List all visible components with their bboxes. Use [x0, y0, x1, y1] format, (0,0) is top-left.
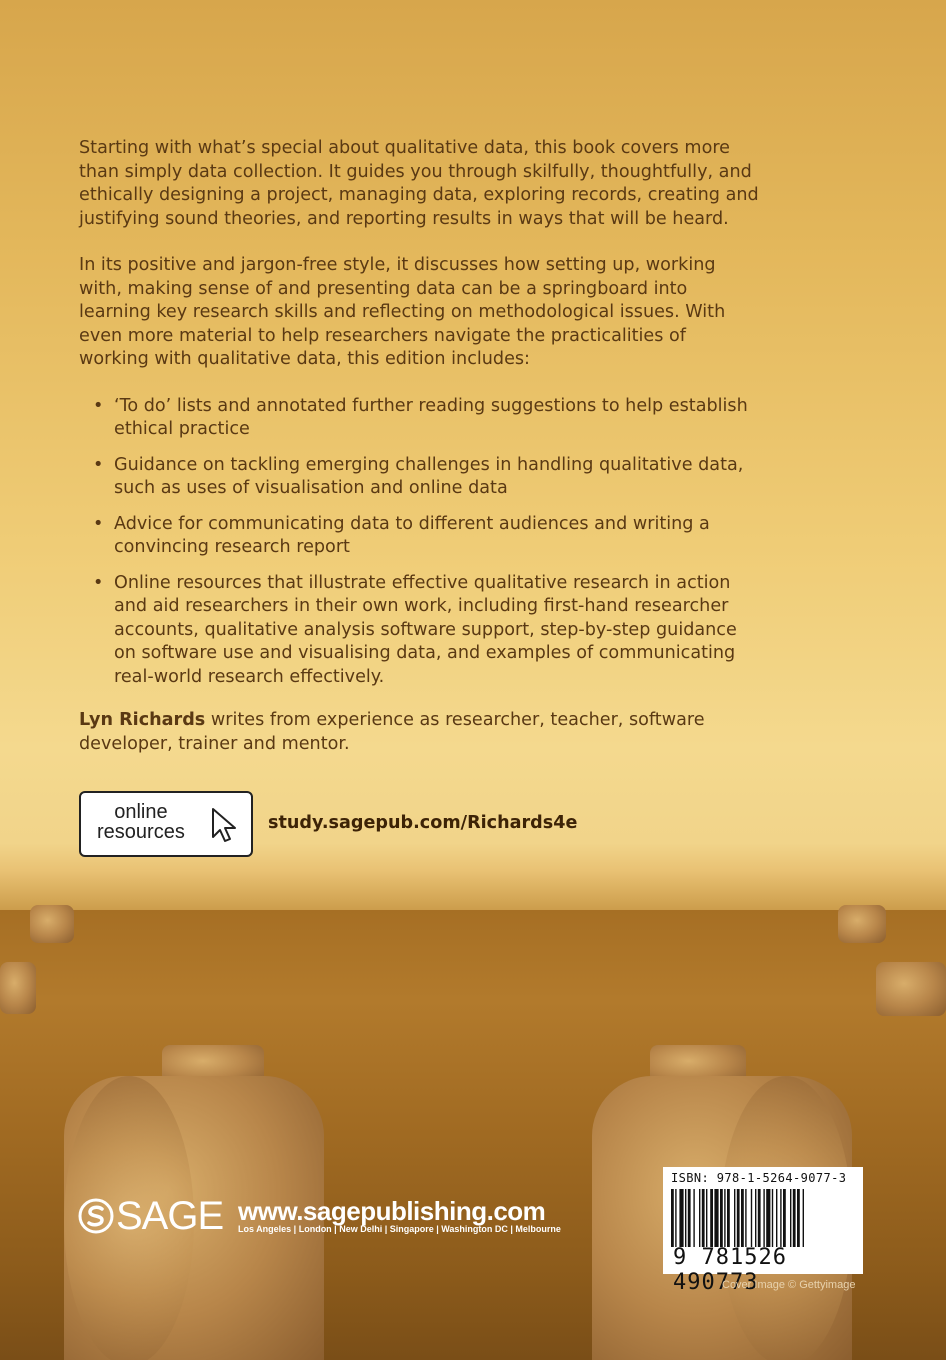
sage-wordmark: SAGE — [116, 1193, 224, 1238]
feature-item: • Online resources that illustrate effective qualitative research in action and aid researchers in their own work, including first-hand researcher accounts, qualitative analysis software support, step-by-step guidance on software use and visualising data, and examples of communicating real-world research effectively. — [79, 572, 759, 690]
feature-item: • Advice for communicating data to different audiences and writing a convincing research report — [79, 513, 759, 560]
author-bio — [79, 709, 759, 756]
hay-bale — [0, 962, 36, 1014]
companion-website-link[interactable]: study.sagepub.com/Richards4e — [268, 813, 578, 833]
author-name: Lyn Richards — [79, 710, 206, 730]
description-paragraph-1: Starting with what’s special about qualitative data, this book covers more than simply data collection. It guides you through skilfully, thoughtfully, and ethically designing a project, managing data, exploring records, creating and justifying sound theories, and reporting results in ways that will be heard. — [79, 138, 759, 229]
publisher-cities: Los Angeles | London | New Delhi | Singapore | Washington DC | Melbourne — [238, 1224, 561, 1234]
isbn-label: ISBN: 978-1-5264-9077-3 — [671, 1171, 847, 1185]
sage-logo — [78, 1193, 224, 1238]
online-resources-badge[interactable] — [79, 791, 253, 857]
feature-item: • Guidance on tackling emerging challenges in handling qualitative data, such as uses of visualisation and online data — [79, 454, 759, 501]
feature-list — [79, 395, 759, 690]
sage-s-icon — [78, 1198, 114, 1234]
hay-bale — [838, 905, 886, 943]
description-block — [79, 137, 759, 756]
online-label-line1: online — [114, 801, 168, 823]
publisher-url[interactable]: www.sagepublishing.com — [238, 1196, 546, 1226]
barcode-digits: 9 781526 490773 — [673, 1245, 787, 1295]
hay-bale — [30, 905, 74, 943]
image-credit: Cover Image © Gettyimage — [722, 1279, 856, 1291]
hay-bale — [876, 962, 946, 1016]
barcode-icon — [671, 1189, 855, 1247]
online-label-line2: resources — [97, 821, 185, 843]
feature-item: • ‘To do’ lists and annotated further reading suggestions to help establish ethical practice — [79, 395, 759, 442]
cursor-icon — [211, 807, 237, 843]
author-bio-text: writes from experience as researcher, teacher, software developer, trainer and mentor. — [79, 710, 705, 754]
description-paragraph-2: In its positive and jargon-free style, it discusses how setting up, working with, making sense of and presenting data can be a springboard into learning key research skills and reflecting on methodological issues. With even more material to help researchers navigate the practicalities of working with qualitative data, this edition includes: — [79, 255, 726, 369]
online-resources-label — [97, 802, 185, 842]
